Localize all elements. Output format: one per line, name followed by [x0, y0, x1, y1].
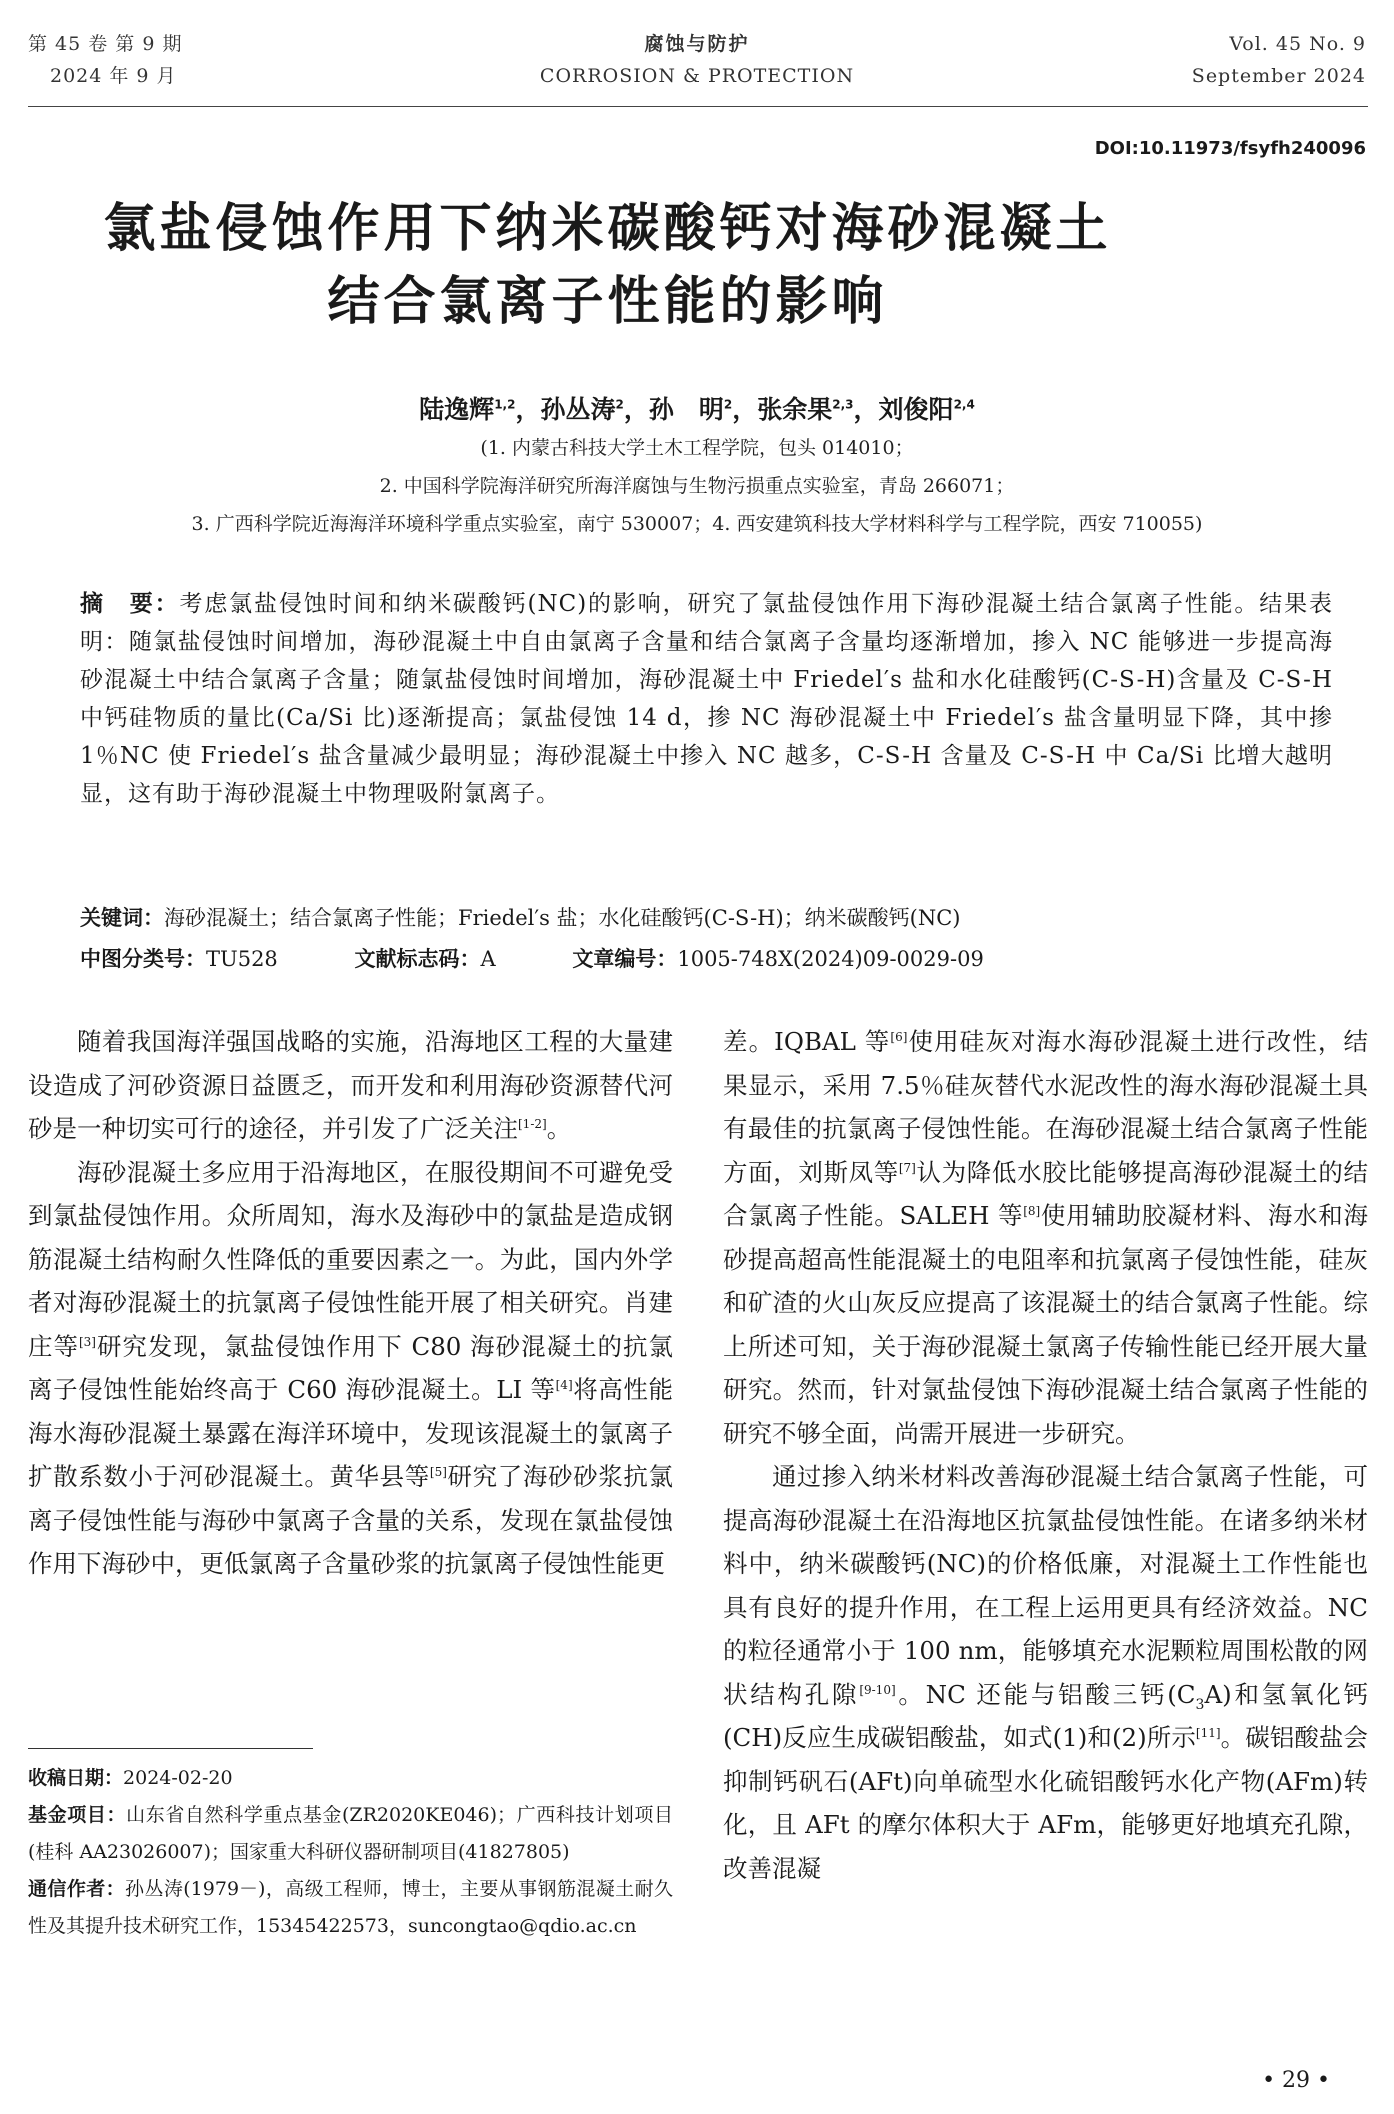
author: 孙 明	[648, 395, 724, 424]
paragraph: 海砂混凝土多应用于沿海地区，在服役期间不可避免受到氯盐侵蚀作用。众所周知，海水及海砂中的氯盐是造成钢筋混凝土结构耐久性降低的重要因素之一。为此，国内外学者对海砂混凝土的抗氯离子侵蚀性能开展了相关研究。肖建庄等[3]研究发现，氯盐侵蚀作用下 C80 海砂混凝土的抗氯离子侵蚀性能始终高于 C60 海砂混凝土。LI 等[4]将高性能海水海砂混凝土暴露在海洋环境中，发现该混凝土的氯离子扩散系数小于河砂混凝土。黄华县等[5]研究了海砂砂浆抗氯离子侵蚀性能与海砂中氯离子含量的关系，发现在氯盐侵蚀作用下海砂中，更低氯离子含量砂浆的抗氯离子侵蚀性能更	[28, 1157, 674, 1578]
journal-name: 腐蚀与防护 CORROSION & PROTECTION	[539, 33, 855, 87]
abstract	[80, 585, 1333, 813]
author: 刘俊阳	[878, 395, 954, 424]
citation[interactable]: [8]	[1023, 1203, 1041, 1218]
body-left-column	[28, 1020, 673, 1586]
abstract-label: 摘 要：	[80, 591, 180, 617]
doi[interactable]: DOI:10.11973/fsyfh240096	[1094, 138, 1366, 159]
abstract-text: 考虑氯盐侵蚀时间和纳米碳酸钙(NC)的影响，研究了氯盐侵蚀作用下海砂混凝土结合氯离子性能。结果表明：随氯盐侵蚀时间增加，海砂混凝土中自由氯离子含量和结合氯离子含量均逐渐增加，掺入 NC 能够进一步提高海砂混凝土中结合氯离子含量；随氯盐侵蚀时间增加，海砂混凝土中 Friedel′s 盐和水化硅酸钙(C-S-H)含量及 C-S-H 中钙硅物质的量比(Ca/Si 比)逐渐提高；氯盐侵蚀 14 d，掺 NC 海砂混凝土中 Friedel′s 盐含量明显下降，其中掺 1％NC 使 Friedel′s 盐含量减少最明显；海砂混凝土中掺入 NC 越多，C-S-H 含量及 C-S-H 中 Ca/Si 比增大越明显，这有助于海砂混凝土中物理吸附氯离子。	[80, 591, 1334, 807]
article-number: 1005-748X(2024)09-0029-09	[677, 947, 984, 971]
citation[interactable]: [5]	[429, 1464, 447, 1479]
paragraph: 随着我国海洋强国战略的实施，沿海地区工程的大量建设造成了河砂资源日益匮乏，而开发和利用海砂资源替代河砂是一种切实可行的途径，并引发了广泛关注[1-2]。	[28, 1027, 673, 1143]
keywords-label: 关键词：	[80, 906, 164, 930]
keywords-text: 海砂混凝土；结合氯离子性能；Friedel′s 盐；水化硅酸钙(C-S-H)；纳米碳酸钙(NC)	[164, 906, 961, 930]
affiliation-line: 3. 广西科学院近海海洋环境科学重点实验室，南宁 530007；4. 西安建筑科技大学材料科学与工程学院，西安 710055)	[191, 513, 1203, 535]
citation[interactable]: [7]	[898, 1160, 916, 1175]
affiliation-line: (1. 内蒙古科技大学土木工程学院，包头 014010；	[480, 437, 914, 459]
body-right-column	[723, 1020, 1368, 1890]
header-rule	[28, 106, 1368, 107]
citation[interactable]: [9-10]	[859, 1682, 896, 1697]
received-date: 收稿日期：2024-02-20	[28, 1767, 233, 1789]
author-list: 陆逸辉$^{1,2}$，孙丛涛$^2$，孙 明$^2$，张余果$^{2,3}$，刘俊阳$^{2,4}$	[419, 395, 975, 424]
footnotes	[28, 1760, 673, 1945]
paragraph: 差。IQBAL 等[6]使用硅灰对海水海砂混凝土进行改性，结果显示，采用 7.5％硅灰替代水泥改性的海水海砂混凝土具有最佳的抗氯离子侵蚀性能。在海砂混凝土结合氯离子性能方面，刘斯凤等[7]认为降低水胶比能够提高海砂混凝土的结合氯离子性能。SALEH 等[8]使用辅助胶凝材料、海水和海砂提高超高性能混凝土的电阻率和抗氯离子侵蚀性能，硅灰和矿渣的火山灰反应提高了该混凝土的结合氯离子性能。综上所述可知，关于海砂混凝土氯离子传输性能已经开展大量研究。然而，针对氯盐侵蚀下海砂混凝土结合氯离子性能的研究不够全面，尚需开展进一步研究。	[723, 1027, 1369, 1448]
citation[interactable]: [3]	[78, 1334, 96, 1349]
author: 张余果	[757, 395, 833, 424]
classification-line: 中图分类号：TU528 文献标志码：A 文章编号：1005-748X(2024)09-0029-09	[80, 947, 984, 971]
citation[interactable]: [11]	[1195, 1725, 1221, 1740]
paper-title-line1: 氯盐侵蚀作用下纳米碳酸钙对海砂混凝土	[103, 199, 1112, 259]
author: 孙丛涛	[540, 395, 616, 424]
clc-number: TU528	[206, 947, 278, 971]
paragraph: 通过掺入纳米材料改善海砂混凝土结合氯离子性能，可提高海砂混凝土在沿海地区抗氯盐侵蚀性能。在诸多纳米材料中，纳米碳酸钙(NC)的价格低廉，对混凝土工作性能也具有良好的提升作用，在工程上运用更具有经济效益。NC 的粒径通常小于 100 nm，能够填充水泥颗粒周围松散的网状结构孔隙[9-10]。NC 还能与铝酸三钙$(C_3A)$和氢氧化钙(CH)反应生成碳铝酸盐，如式(1)和(2)所示[11]。碳铝酸盐会抑制钙矾石(AFt)向单硫型水化硫铝酸钙水化产物(AFm)转化，且 AFt 的摩尔体积大于 AFm，能够更好地填充孔隙，改善混凝	[723, 1462, 1369, 1883]
citation[interactable]: [4]	[555, 1377, 573, 1392]
corresponding-author: 通信作者：孙丛涛(1979－)，高级工程师，博士，主要从事钢筋混凝土耐久性及其提升技术研究工作，15345422573，suncongtao@qdio.ac.cn	[28, 1878, 673, 1937]
citation[interactable]: [6]	[890, 1029, 908, 1044]
funding: 基金项目：山东省自然科学重点基金(ZR2020KE046)；广西科技计划项目(桂科 AA23026007)；国家重大科研仪器研制项目(41827805)	[28, 1804, 673, 1863]
keywords	[80, 900, 1333, 936]
journal-volume-issue: 第 45 卷 第 9 期 2024 年 9 月	[28, 33, 183, 87]
page-number: • 29 •	[1262, 2068, 1330, 2093]
author: 陆逸辉	[419, 395, 495, 424]
paper-title-line2: 结合氯离子性能的影响	[327, 272, 888, 332]
journal-volume-en: Vol. 45 No. 9 September 2024	[1191, 33, 1366, 87]
document-code: A	[480, 947, 496, 971]
citation[interactable]: [1-2]	[518, 1116, 547, 1131]
footnote-rule	[28, 1748, 313, 1749]
affiliation-line: 2. 中国科学院海洋研究所海洋腐蚀与生物污损重点实验室，青岛 266071；	[379, 475, 1015, 497]
